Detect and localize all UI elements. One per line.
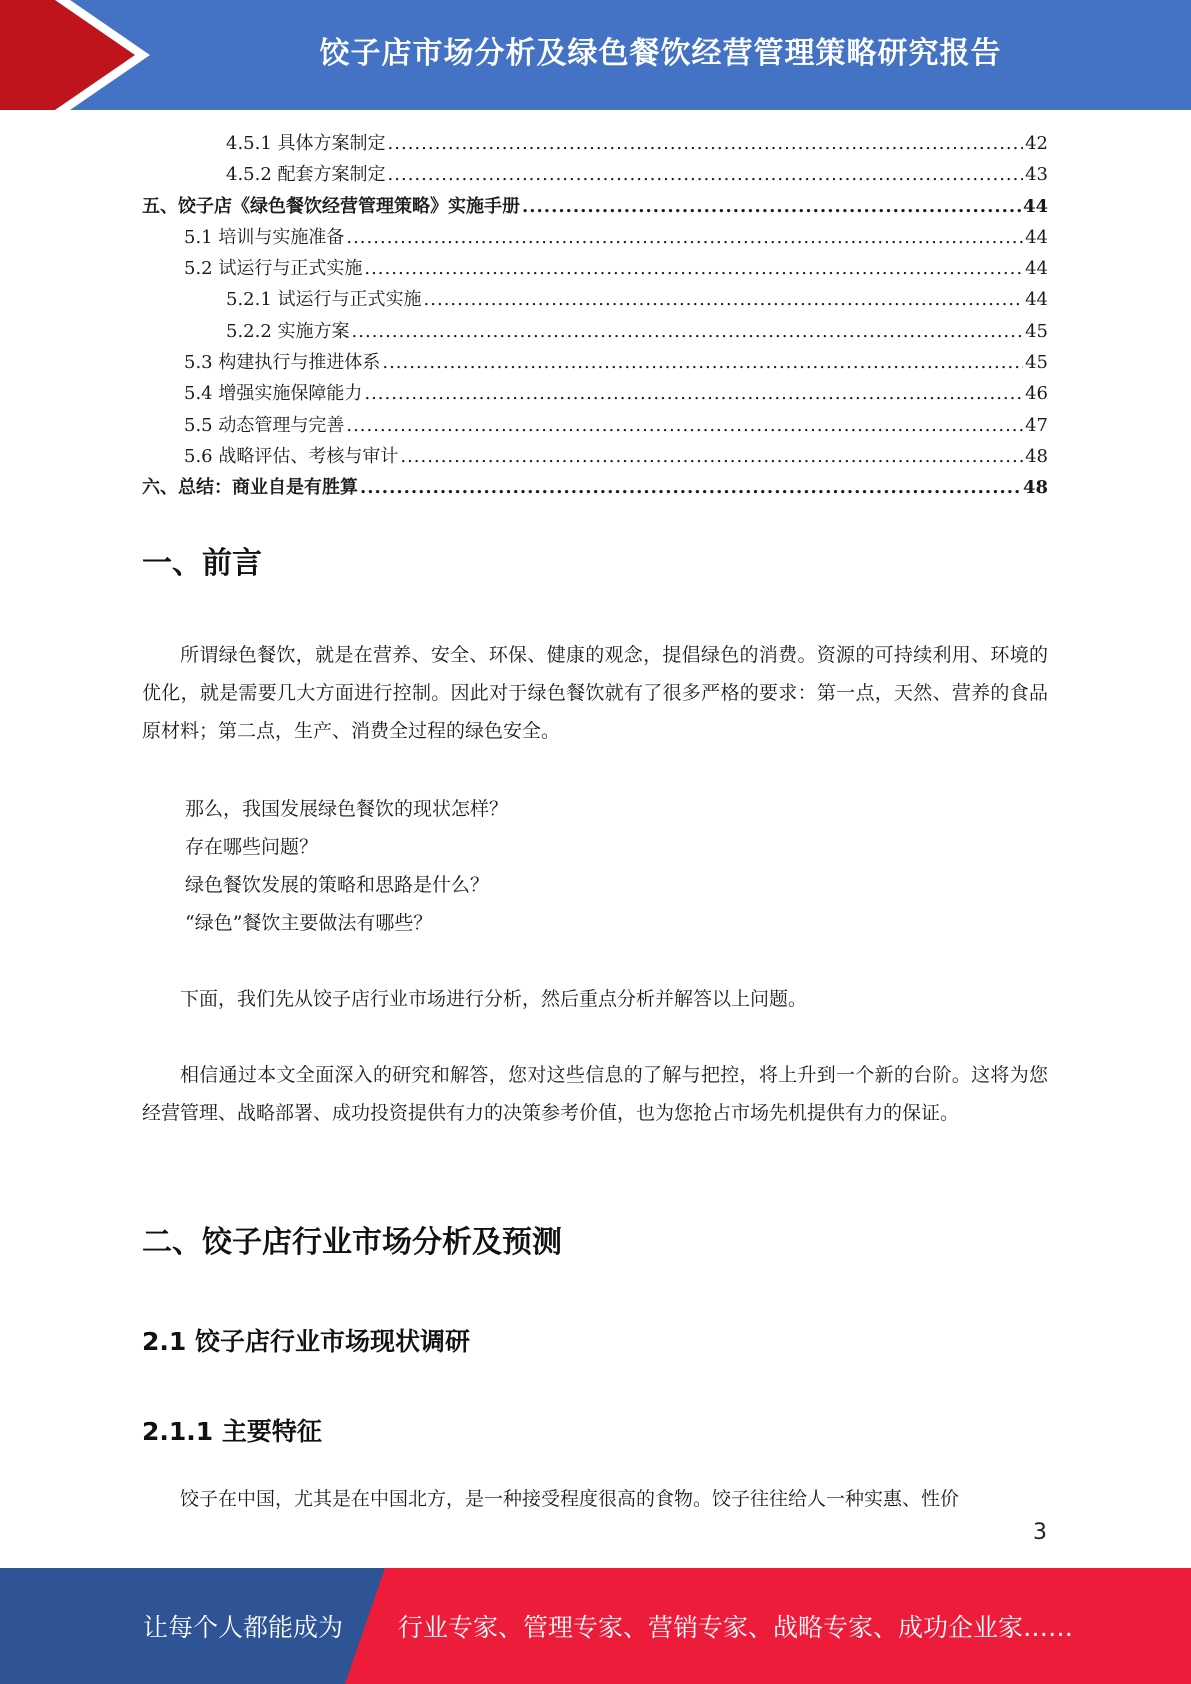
toc-entry-title: 5.6 战略评估、考核与审计 [184,445,399,467]
toc-entry[interactable] [142,378,1048,409]
toc-entry[interactable] [142,253,1048,284]
preface-paragraph-1: 所谓绿色餐饮，就是在营养、安全、环保、健康的观念，提倡绿色的消费。资源的可持续利用、环境的优化，就是需要几大方面进行控制。因此对于绿色餐饮就有了很多严格的要求：第一点，天然、营养的食品原材料；第二点，生产、消费全过程的绿色安全。 [142,644,1048,742]
toc-entry[interactable] [142,441,1048,472]
toc-dot-leader [424,284,1024,315]
document-title: 饺子店市场分析及绿色餐饮经营管理策略研究报告 [319,36,1002,71]
question-item: 存在哪些问题？ [185,836,319,858]
toc-entry-page: 44 [1025,226,1048,248]
toc-entry-title: 5.4 增强实施保障能力 [184,383,363,405]
toc-dot-leader [382,347,1023,378]
table-of-contents [142,128,1048,504]
toc-entry[interactable] [142,222,1048,253]
subsection-heading-2-1: 2.1 饺子店行业市场现状调研 [142,1327,470,1356]
toc-dot-leader [346,222,1023,253]
toc-entry-title: 5.2 试运行与正式实施 [184,258,363,280]
toc-dot-leader [388,128,1024,159]
preface-paragraph-3: 相信通过本文全面深入的研究和解答，您对这些信息的了解与把控，将上升到一个新的台阶。这将为您经营管理、战略部署、成功投资提供有力的决策参考价值，也为您抢占市场先机提供有力的保证。 [142,1064,1048,1124]
section-heading-market-analysis: 二、饺子店行业市场分析及预测 [142,1225,562,1260]
toc-entry-page: 45 [1025,320,1048,342]
footer-slogan-left: 让每个人都能成为 [143,1613,344,1642]
toc-dot-leader [346,410,1023,441]
toc-entry[interactable] [142,128,1048,159]
page-number: 3 [1033,1520,1047,1545]
page-footer [0,1568,1191,1684]
toc-entry[interactable] [142,316,1048,347]
toc-entry[interactable] [142,472,1048,503]
toc-dot-leader [364,378,1023,409]
toc-entry-title: 六、总结：商业自是有胜算 [142,477,358,499]
toc-dot-leader [364,253,1023,284]
subsection-heading-2-1-1: 2.1.1 主要特征 [142,1417,322,1446]
toc-entry-title: 4.5.2 配套方案制定 [226,164,386,186]
toc-entry-title: 五、饺子店《绿色餐饮经营管理策略》实施手册 [142,195,520,217]
toc-dot-leader [352,316,1024,347]
footer-slogan-right: 行业专家、管理专家、营销专家、战略专家、成功企业家…… [398,1613,1074,1642]
toc-entry-page: 48 [1022,477,1048,499]
toc-entry-title: 5.1 培训与实施准备 [184,226,345,248]
toc-entry-title: 4.5.1 具体方案制定 [226,133,386,154]
toc-entry-page: 46 [1025,383,1048,405]
toc-entry-title: 5.3 构建执行与推进体系 [184,352,381,374]
question-list [185,790,508,942]
toc-entry[interactable] [142,191,1048,222]
toc-entry[interactable] [142,410,1048,441]
toc-dot-leader [400,441,1023,472]
header-chevron-graphic [0,0,170,110]
question-item: 绿色餐饮发展的策略和思路是什么？ [185,874,490,896]
toc-dot-leader [360,472,1021,503]
toc-entry-page: 44 [1025,258,1048,280]
preface-paragraph-2: 下面，我们先从饺子店行业市场进行分析，然后重点分析并解答以上问题。 [180,988,808,1010]
toc-dot-leader [522,191,1021,222]
question-item: “绿色”餐饮主要做法有哪些？ [185,912,433,934]
toc-entry-page: 42 [1025,133,1048,154]
toc-entry-page: 43 [1025,164,1048,186]
toc-entry-page: 44 [1025,289,1048,311]
toc-entry-title: 5.2.2 实施方案 [226,320,350,342]
toc-entry[interactable] [142,347,1048,378]
toc-entry-title: 5.2.1 试运行与正式实施 [226,289,422,311]
toc-entry-page: 45 [1025,352,1048,374]
toc-entry-page: 47 [1025,414,1048,436]
question-item: 那么，我国发展绿色餐饮的现状怎样？ [185,798,509,820]
section-heading-preface: 一、前言 [142,546,262,581]
toc-entry[interactable] [142,284,1048,315]
toc-entry-page: 44 [1022,195,1048,217]
toc-dot-leader [388,159,1024,190]
toc-entry-page: 48 [1025,445,1048,467]
page-header [0,0,1191,110]
toc-entry-title: 5.5 动态管理与完善 [184,414,345,436]
features-paragraph: 饺子在中国，尤其是在中国北方，是一种接受程度很高的食物。饺子往往给人一种实惠、性价 [180,1488,960,1510]
toc-entry[interactable] [142,159,1048,190]
